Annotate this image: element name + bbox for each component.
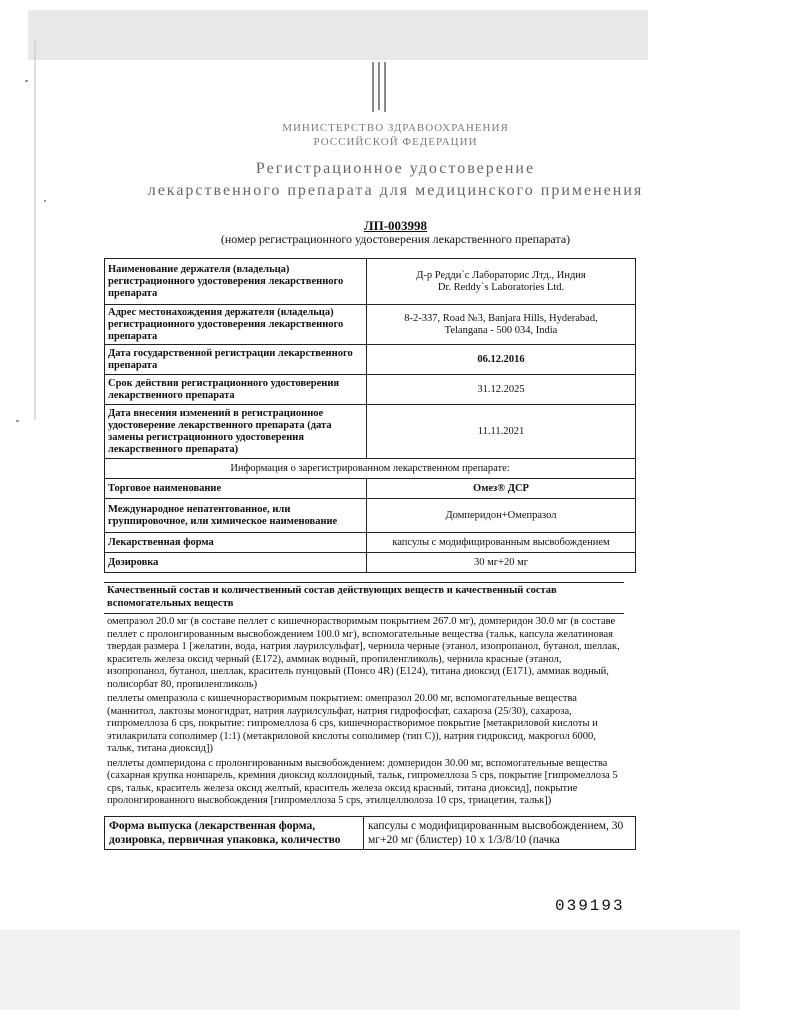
- holder-name-ru: Д-р Редди`с Лабораторис Лтд., Индия: [416, 269, 586, 281]
- reg-number: ЛП-003998: [363, 218, 428, 233]
- row-registration-date: [105, 345, 636, 375]
- address-line1: 8-2-337, Road №3, Banjara Hills, Hyderabad,: [404, 312, 598, 324]
- row-validity: [105, 375, 636, 405]
- holder-address-value: [367, 305, 636, 345]
- row-inn: [105, 499, 636, 533]
- serial-number: 039193: [555, 897, 625, 915]
- row-info-header: [105, 459, 636, 479]
- ministry-line2: РОССИЙСКОЙ ФЕДЕРАЦИИ: [313, 136, 478, 148]
- registration-date-label: Дата государственной регистрации лекарственного препарата: [105, 345, 367, 375]
- holder-name-en: Dr. Reddy`s Laboratories Ltd.: [437, 281, 565, 293]
- trade-name-label: Торговое наименование: [105, 479, 367, 499]
- registration-date-value: 06.12.2016: [367, 345, 636, 375]
- release-form-label: Форма выпуска (лекарственная форма, дозировка, первичная упаковка, количество: [105, 817, 364, 850]
- composition-para1: омепразол 20.0 мг (в составе пеллет с кишечнорастворимым покрытием 267.0 мг), домперидон 30.0 мг (в составе пеллет с пролонгированным высвобождением 100.0 мг), вспомогательные вещества (тальк, капсула желатиновая твердая размера 1 [желатин, вода, натрия лаурилсульфат], чернила черные (этанол, изопропанол, бутанол, шеллак, краситель железа оксид черный (Е172), аммиак водный, пропиленгликоль), чернила красные (этанол, изопропанол, бутанол, шеллак, краситель пунцовый (Понсо 4R) (Е124), титана диоксид (Е171), аммиак водный, полисорбат 80, пропиленгликоль): [107, 616, 620, 690]
- composition-para3: пеллеты домперидона с пролонгированным высвобождением: домперидон 30.00 мг, вспомогательные вещества (сахарная крупка нонпарель, кремния диоксид коллоидный, тальк, гипромеллоза 5 cps, покрытие [гипромеллоза 5 cps, тальк, краситель железа оксид желтый, краситель железа оксид красный, титана диоксид], покрытие пролонгированного высвобождения [гипромеллоза 5 cps, этилцеллюлоза 10 cps, триацетин, тальк]): [107, 757, 618, 806]
- address-line2: Telangana - 500 034, India: [444, 324, 558, 336]
- holder-name-value: [367, 259, 636, 305]
- composition-heading: Качественный состав и количественный состав действующих веществ и качественный состав вспомогательных веществ: [104, 582, 624, 614]
- validity-value: 31.12.2025: [367, 375, 636, 405]
- release-form-table: [104, 816, 636, 850]
- row-dosage: [105, 553, 636, 573]
- changes-date-label: Дата внесения изменений в регистрационное удостоверение лекарственного препарата (дата замены регистрационного удостоверения лекарственного препарата): [105, 405, 367, 459]
- document-title-line2: лекарственного препарата для медицинского применения: [147, 182, 644, 199]
- dosage-value: 30 мг+20 мг: [367, 553, 636, 573]
- composition-para2: пеллеты омепразола с кишечнорастворимым покрытием: омепразол 20.00 мг, вспомогательные вещества (маннитол, лактозы моногидрат, натрия лаурилсульфат, натрия гидрофосфат, сахароза (25/30), сахароза, гипромеллоза 6 cps, покрытие: гипромеллоза 6 cps, кишечнорастворимое покрытие [метакриловой кислоты и этилакрилата сополимер (1:1) (метакриловой кислоты сополимер (тип С)), натрия гидроксид, макрогол 6000, тальк, титана диоксид]): [107, 693, 598, 754]
- row-changes-date: [105, 405, 636, 459]
- holder-name-label: Наименование держателя (владельца) регистрационного удостоверения лекарственного препарата: [105, 259, 367, 305]
- ministry-line1: МИНИСТЕРСТВО ЗДРАВООХРАНЕНИЯ: [282, 122, 509, 134]
- inn-value: Домперидон+Омепразол: [367, 499, 636, 533]
- inn-label: Международное непатентованное, или группировочное, или химическое наименование: [105, 499, 367, 533]
- composition-section: [104, 582, 624, 808]
- row-trade-name: [105, 479, 636, 499]
- validity-label: Срок действия регистрационного удостоверения лекарственного препарата: [105, 375, 367, 405]
- reg-number-caption: (номер регистрационного удостоверения лекарственного препарата): [220, 232, 571, 246]
- trade-name-value: Омез® ДСР: [367, 479, 636, 499]
- row-holder-name: [105, 259, 636, 305]
- row-dosage-form: [105, 533, 636, 553]
- registration-table: [104, 258, 636, 573]
- document-title-line1: Регистрационное удостоверение: [255, 160, 536, 177]
- release-form-value: капсулы с модифицированным высвобождением, 30 мг+20 мг (блистер) 10 x 1/3/8/10 (пачка: [364, 817, 636, 850]
- dosage-form-label: Лекарственная форма: [105, 533, 367, 553]
- dosage-form-value: капсулы с модифицированным высвобождением: [367, 533, 636, 553]
- holder-address-label: Адрес местонахождения держателя (владельца) регистрационного удостоверения лекарственного препарата: [105, 305, 367, 345]
- changes-date-value: 11.11.2021: [367, 405, 636, 459]
- dosage-label: Дозировка: [105, 553, 367, 573]
- ministry-header: [0, 121, 791, 149]
- info-header: Информация о зарегистрированном лекарственном препарате:: [105, 459, 636, 479]
- row-holder-address: [105, 305, 636, 345]
